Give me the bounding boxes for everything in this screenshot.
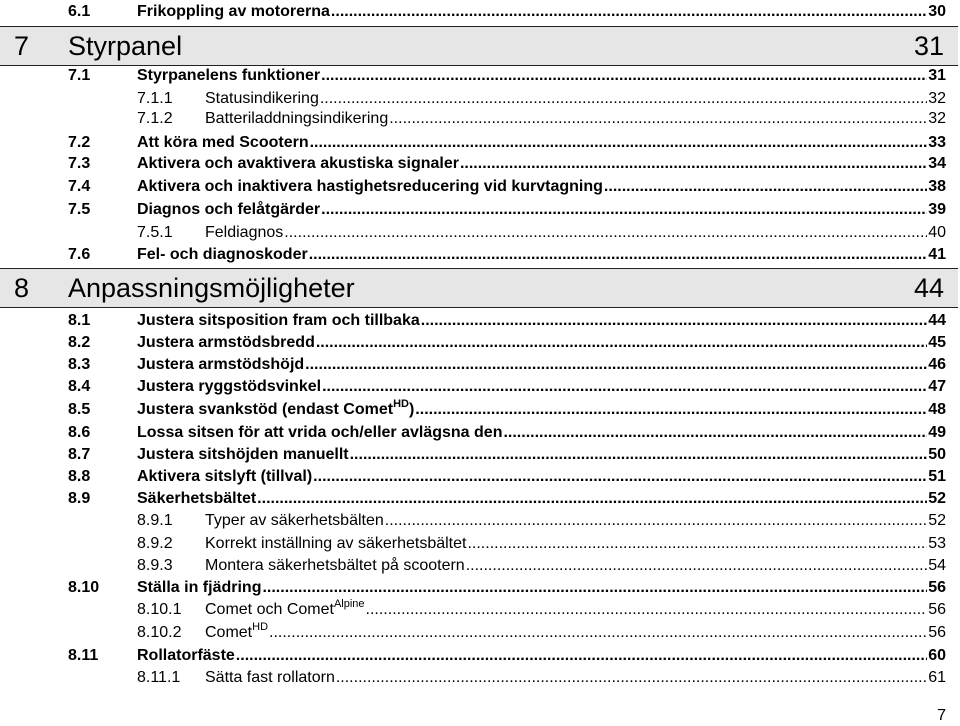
toc-entry-page: 32 [928, 90, 946, 107]
toc-entry-8-11-1[interactable] [0, 667, 960, 689]
toc-entry-page: 56 [928, 624, 946, 641]
toc-entry-8-5[interactable] [0, 399, 960, 421]
toc-entry-8-3[interactable] [0, 354, 960, 376]
toc-entry-8-7[interactable] [0, 444, 960, 466]
chapter-number: 7 [14, 31, 30, 61]
chapter-heading-8[interactable] [0, 268, 958, 308]
chapter-title: Styrpanel [68, 31, 183, 61]
dot-leader [415, 399, 927, 421]
toc-entry-number: 7.1 [68, 67, 91, 84]
toc-entry-number: 6.1 [68, 3, 91, 20]
toc-entry-title: Fel- och diagnoskoder [137, 246, 308, 263]
toc-entry-page: 49 [928, 424, 946, 441]
toc-entry-number: 8.4 [68, 378, 91, 395]
toc-entry-8-9-3[interactable] [0, 555, 960, 577]
toc-entry-title: Justera armstödsbredd [137, 334, 315, 351]
page-number: 7 [937, 707, 946, 724]
toc-entry-page: 40 [928, 224, 946, 241]
dot-leader [313, 466, 927, 488]
dot-leader [236, 645, 927, 667]
toc-entry-7-2[interactable] [0, 132, 960, 154]
toc-entry-page: 39 [928, 201, 946, 218]
dot-leader [320, 88, 927, 110]
toc-entry-title: Justera armstödshöjd [137, 356, 305, 373]
toc-entry-number: 8.9 [68, 490, 91, 507]
dot-leader [322, 376, 927, 398]
dot-leader [421, 310, 927, 332]
toc-entry-title: Aktivera sitslyft (tillval) [137, 468, 313, 485]
chapter-title: Anpassningsmöjligheter [68, 273, 355, 303]
toc-entry-7-6[interactable] [0, 244, 960, 266]
dot-leader [366, 599, 928, 621]
dot-leader [305, 354, 927, 376]
toc-entry-6-1[interactable] [0, 1, 960, 23]
toc-entry-title: Ställa in fjädring [137, 579, 262, 596]
toc-entry-title: Aktivera och avaktivera akustiska signaler [137, 155, 459, 172]
toc-entry-title: Justera svankstöd (endast Comet$^{HD}$) [137, 398, 415, 418]
toc-entry-page: 38 [928, 178, 946, 195]
dot-leader [466, 555, 928, 577]
toc-entry-7-1[interactable] [0, 65, 960, 87]
toc-entry-number: 8.7 [68, 446, 91, 463]
toc-entry-title: Feldiagnos [205, 224, 284, 241]
toc-entry-page: 33 [928, 134, 946, 151]
toc-entry-7-3[interactable] [0, 153, 960, 175]
toc-entry-title: Diagnos och felåtgärder [137, 201, 321, 218]
toc-entry-number: 7.3 [68, 155, 91, 172]
chapter-number: 8 [14, 273, 30, 303]
toc-entry-page: 56 [928, 579, 946, 596]
superscript: HD [252, 621, 269, 633]
toc-entry-number: 8.6 [68, 424, 91, 441]
toc-entry-8-10-2[interactable] [0, 622, 960, 644]
toc-entry-8-6[interactable] [0, 422, 960, 444]
dot-leader [310, 132, 928, 154]
toc-entry-title: Korrekt inställning av säkerhetsbältet [205, 535, 467, 552]
toc-entry-7-1-1[interactable] [0, 88, 960, 110]
toc-entry-8-10-1[interactable] [0, 599, 960, 621]
toc-entry-title: Comet och Comet$^{Alpine}$ [205, 598, 365, 618]
toc-entry-title: Justera sitsposition fram och tillbaka [137, 312, 420, 329]
toc-entry-8-11[interactable] [0, 645, 960, 667]
toc-entry-page: 61 [928, 669, 946, 686]
toc-entry-number: 7.1.2 [137, 110, 173, 127]
toc-entry-page: 53 [928, 535, 946, 552]
dot-leader [321, 65, 927, 87]
toc-entry-7-5-1[interactable] [0, 222, 960, 244]
toc-entry-number: 7.1.1 [137, 90, 173, 107]
dot-leader [257, 488, 927, 510]
superscript: HD [393, 398, 409, 410]
toc-entry-8-1[interactable] [0, 310, 960, 332]
toc-entry-title: Comet$^{HD}$ [205, 621, 269, 641]
chapter-page: 31 [913, 31, 944, 61]
toc-entry-number: 8.9.2 [137, 535, 173, 552]
toc-entry-title: Batteriladdningsindikering [205, 110, 389, 127]
toc-entry-number: 8.10.2 [137, 624, 182, 641]
toc-entry-title: Frikoppling av motorerna [137, 3, 330, 20]
chapter-page: 44 [913, 273, 944, 303]
toc-entry-page: 52 [928, 512, 946, 529]
dot-leader [604, 176, 927, 198]
toc-entry-number: 8.10.1 [137, 601, 182, 618]
toc-entry-title: Justera sitshöjden manuellt [137, 446, 349, 463]
toc-entry-page: 46 [928, 356, 946, 373]
toc-entry-title: Justera ryggstödsvinkel [137, 378, 322, 395]
toc-entry-title: Lossa sitsen för att vrida och/eller avlägsna den [137, 424, 503, 441]
toc-entry-number: 7.6 [68, 246, 91, 263]
toc-entry-7-5[interactable] [0, 199, 960, 221]
toc-entry-number: 8.2 [68, 334, 91, 351]
toc-entry-page: 60 [928, 647, 946, 664]
toc-entry-7-1-2[interactable] [0, 108, 960, 130]
toc-entry-page: 31 [928, 67, 946, 84]
dot-leader [389, 108, 927, 130]
toc-entry-title: Typer av säkerhetsbälten [205, 512, 384, 529]
toc-entry-number: 7.4 [68, 178, 91, 195]
dot-leader [321, 199, 927, 221]
toc-entry-number: 7.5.1 [137, 224, 173, 241]
toc-entry-8-10[interactable] [0, 577, 960, 599]
toc-entry-number: 7.2 [68, 134, 91, 151]
toc-entry-page: 48 [928, 401, 946, 418]
dot-leader [309, 244, 928, 266]
toc-entry-page: 44 [928, 312, 946, 329]
toc-entry-8-9-2[interactable] [0, 533, 960, 555]
toc-entry-number: 7.5 [68, 201, 91, 218]
toc-entry-title: Sätta fast rollatorn [205, 669, 335, 686]
dot-leader [467, 533, 927, 555]
dot-leader [385, 510, 927, 532]
chapter-heading-7[interactable] [0, 26, 958, 66]
dot-leader [460, 153, 927, 175]
toc-entry-number: 8.9.1 [137, 512, 173, 529]
toc-entry-page: 34 [928, 155, 946, 172]
toc-entry-title: Montera säkerhetsbältet på scootern [205, 557, 465, 574]
dot-leader [284, 222, 927, 244]
toc-entry-number: 8.5 [68, 401, 91, 418]
toc-entry-title: Att köra med Scootern [137, 134, 309, 151]
toc-entry-title: Aktivera och inaktivera hastighetsreducering vid kurvtagning [137, 178, 603, 195]
toc-entry-title: Rollatorfäste [137, 647, 235, 664]
toc-entry-page: 56 [928, 601, 946, 618]
toc-entry-page: 45 [928, 334, 946, 351]
toc-entry-number: 8.8 [68, 468, 91, 485]
toc-entry-8-4[interactable] [0, 376, 960, 398]
toc-entry-7-4[interactable] [0, 176, 960, 198]
toc-entry-number: 8.11 [68, 647, 99, 664]
toc-entry-number: 8.1 [68, 312, 91, 329]
toc-entry-title: Säkerhetsbältet [137, 490, 257, 507]
toc-entry-8-8[interactable] [0, 466, 960, 488]
dot-leader [350, 444, 928, 466]
toc-entry-8-2[interactable] [0, 332, 960, 354]
toc-entry-page: 54 [928, 557, 946, 574]
toc-entry-number: 8.10 [68, 579, 100, 596]
toc-entry-page: 41 [928, 246, 946, 263]
toc-entry-page: 32 [928, 110, 946, 127]
toc-entry-number: 8.3 [68, 356, 91, 373]
toc-entry-number: 8.9.3 [137, 557, 173, 574]
superscript: Alpine [333, 598, 365, 610]
toc-entry-number: 8.11.1 [137, 669, 181, 686]
toc-entry-page: 50 [928, 446, 946, 463]
toc-entry-8-9-1[interactable] [0, 510, 960, 532]
toc-entry-page: 51 [928, 468, 946, 485]
toc-entry-8-9[interactable] [0, 488, 960, 510]
dot-leader [262, 577, 927, 599]
dot-leader [503, 422, 927, 444]
toc-entry-page: 30 [928, 3, 946, 20]
dot-leader [331, 1, 927, 23]
toc-entry-title: Styrpanelens funktioner [137, 67, 321, 84]
toc-entry-page: 47 [928, 378, 946, 395]
toc-entry-title: Statusindikering [205, 90, 319, 107]
toc-entry-page: 52 [928, 490, 946, 507]
dot-leader [269, 622, 927, 644]
dot-leader [316, 332, 927, 354]
dot-leader [336, 667, 927, 689]
